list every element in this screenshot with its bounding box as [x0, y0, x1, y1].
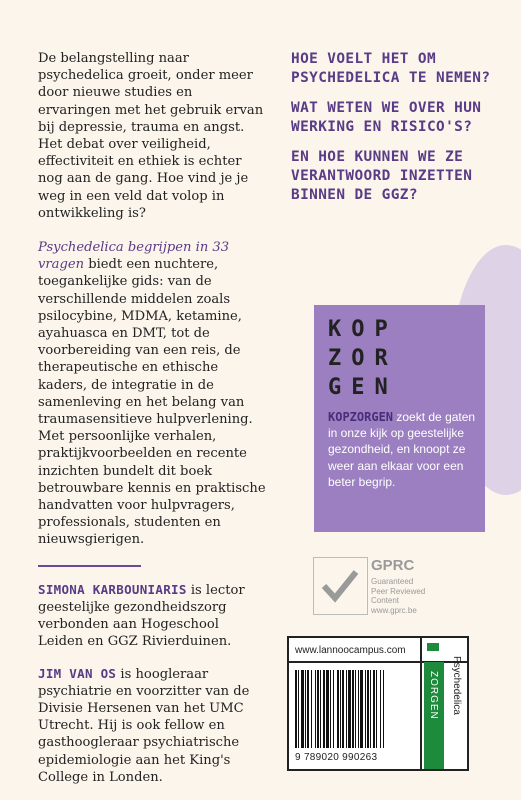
- series-name: KOPZORGEN: [328, 410, 394, 424]
- logo-line-1: KOP: [328, 317, 398, 342]
- barcode-icon: [295, 670, 415, 748]
- barcode-panel: [287, 636, 469, 771]
- isbn-number: 9 789020 990263: [295, 752, 378, 763]
- description-text: biedt een nuchtere, toegankelijke gids: van de verschillende middelen zoals psilocybine, MDMA, ketamine, ayahuasca en DMT, tot de voorbereiding van een reis, de therapeutische en ethische kaders, de integratie in de samenleving en het belang van traumasensitieve hulpverlening. Met persoonlijke verhalen, praktijkvoorbeelden en recente inzichten bundelt dit boek betrouwbare kennis en praktische handvatten voor hulpvragers, professionals, studenten en nieuwsgierigen.: [38, 257, 266, 548]
- question-1: HOE VOELT HET OM PSYCHEDELICA TE NEMEN?: [291, 51, 491, 86]
- checkmark-icon: [320, 566, 360, 606]
- gprc-line-4: www.gprc.be: [371, 605, 417, 615]
- gprc-seal: [313, 557, 431, 613]
- barcode-divider-v: [420, 636, 422, 771]
- author-text-2: is hoogleraar psychiatrie en voorzitter van de Divisie Hersenen van het UMC Utrecht. Hij is ook fellow en gasthoogleraar psychiatrische epidemiologie aan het King's College in Londen.: [38, 666, 250, 785]
- question-2: WAT WETEN WE OVER HUN WERKING EN RISICO'S?: [291, 100, 482, 135]
- back-cover-text: [38, 50, 266, 786]
- gprc-title: GPRC: [371, 557, 415, 574]
- author-name-2: JIM VAN OS: [38, 665, 117, 681]
- logo-line-3: GEN: [328, 375, 398, 400]
- category-label: ZORGEN: [428, 671, 439, 720]
- questions-block: [291, 50, 491, 216]
- intro-paragraph: De belangstelling naar psychedelica groeit, onder meer door nieuwe studies en ervaringen met het gebruik ervan bij depressie, trauma en angst. Het debat over veiligheid, effectiviteit en ethiek is echter nog aan de gang. Hoe vind je je weg in een veld dat volop in ontwikkeling is?: [38, 51, 264, 221]
- series-box: [314, 305, 485, 532]
- publisher-url: www.lannoocampus.com: [295, 645, 406, 656]
- flag-icon: [427, 643, 439, 651]
- gprc-line-1: Guaranteed: [371, 577, 414, 586]
- gprc-check-box: [313, 557, 368, 615]
- author-name-1: SIMONA KARBOUNIARIS: [38, 581, 187, 597]
- question-3: EN HOE KUNNEN WE ZE VERANTWOORD INZETTEN BINNEN DE GGZ?: [291, 149, 473, 203]
- gprc-lines: [371, 577, 425, 615]
- series-logo: [328, 315, 428, 402]
- author-text-1: is lector geestelijke gezondheidszorg verbonden aan Hogeschool Leiden en GGZ Rivierduinen.: [38, 582, 245, 650]
- author-bio-2: [38, 665, 266, 786]
- series-text: zoekt de gaten in onze kijk op geestelijke gezondheid, en knoopt ze weer aan elkaar voor een beter begrip.: [328, 410, 476, 489]
- gprc-line-3: Content: [371, 596, 400, 605]
- description-paragraph: [38, 239, 266, 549]
- logo-line-2: ZOR: [328, 346, 398, 371]
- subject-label: Psychedelica: [451, 656, 462, 715]
- series-description: [328, 409, 476, 490]
- gprc-line-2: Peer Reviewed: [371, 586, 426, 596]
- book-title: Psychedelica begrijpen in 33 vragen: [38, 240, 230, 273]
- divider-rule: [38, 565, 141, 567]
- author-bio-1: [38, 581, 266, 651]
